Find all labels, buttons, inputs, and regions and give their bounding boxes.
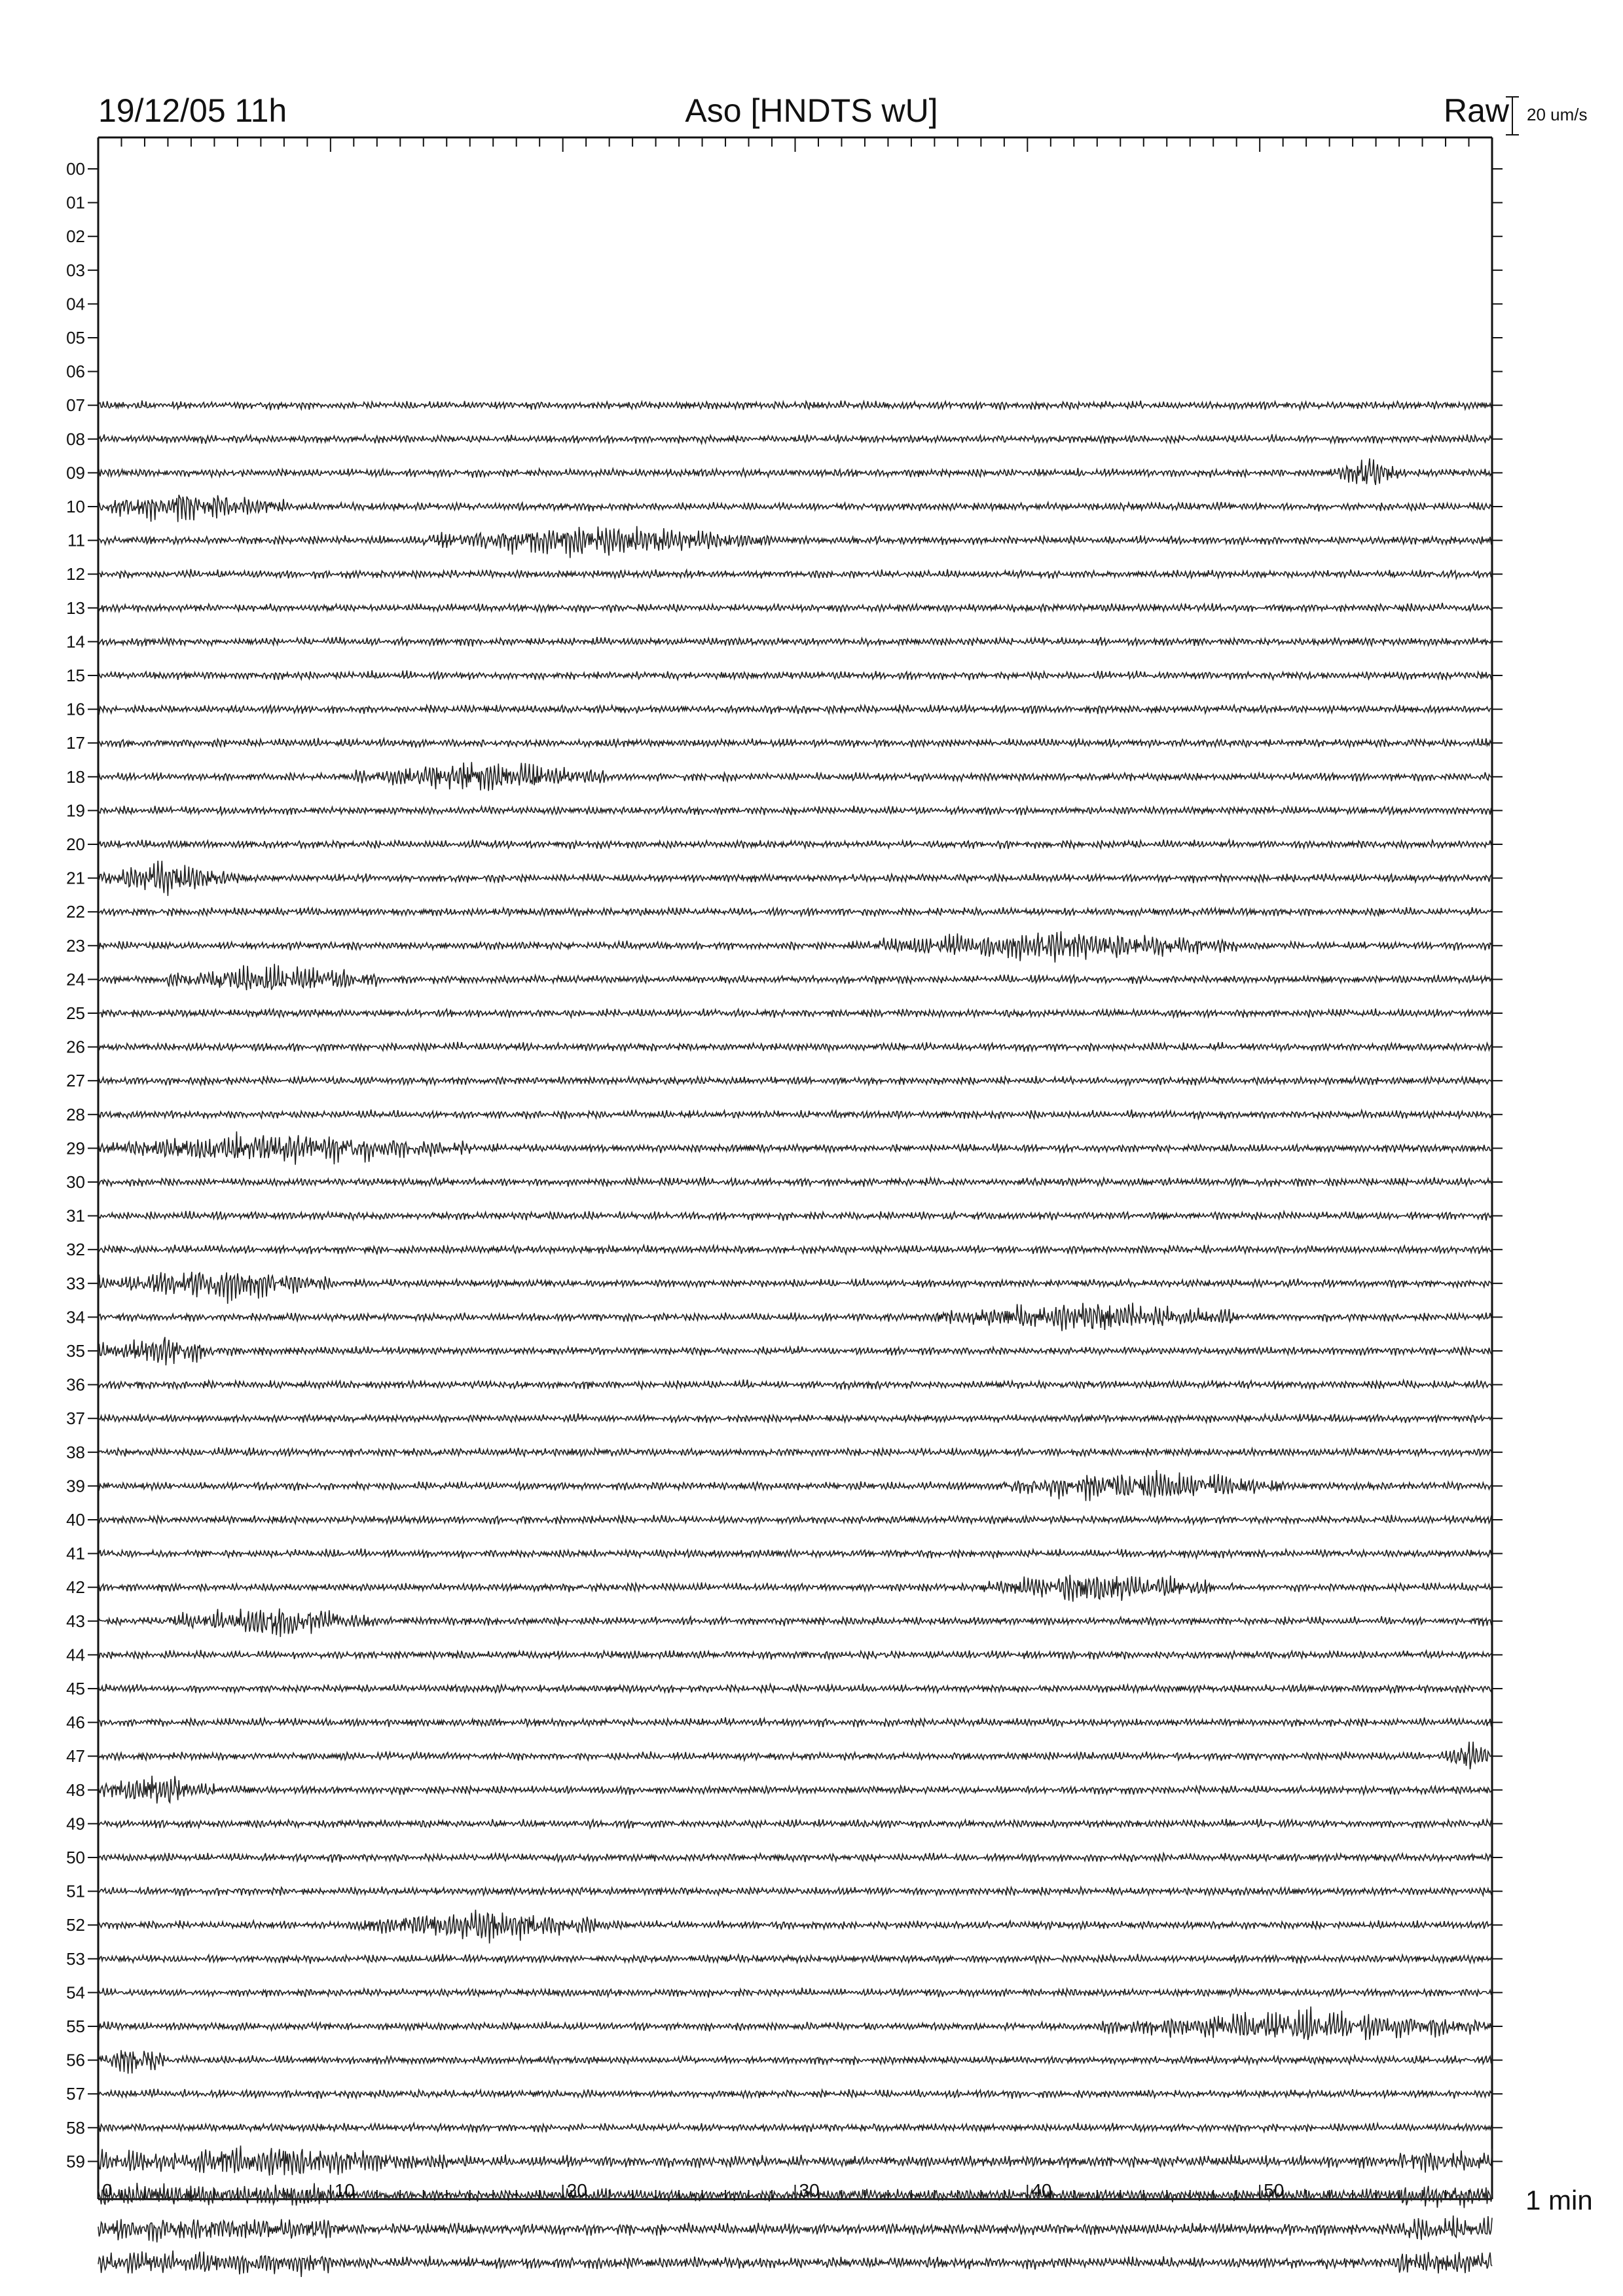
trace-row-25	[98, 1009, 1492, 1018]
row-label: 06	[66, 361, 85, 382]
row-label: 28	[66, 1104, 85, 1124]
trace-row-29	[98, 1132, 1492, 1165]
row-label: 23	[66, 935, 85, 956]
trace-row-22	[98, 907, 1492, 916]
x-tick-label: 40	[1031, 2180, 1052, 2200]
trace-row-14	[98, 637, 1492, 647]
trace-row-56	[98, 2050, 1492, 2073]
row-label: 41	[66, 1543, 85, 1564]
trace-row-43	[98, 1609, 1492, 1638]
trace-row-13	[98, 603, 1492, 613]
trace-row-42	[98, 1575, 1492, 1602]
row-label: 47	[66, 1746, 85, 1767]
row-label: 19	[66, 800, 85, 821]
trace-row-53	[98, 1954, 1492, 1964]
trace-row-33	[98, 1272, 1492, 1304]
row-label: 32	[66, 1240, 85, 1260]
row-label: 12	[66, 564, 85, 584]
axis-ticks	[88, 137, 1503, 2199]
trace-row-23	[98, 931, 1492, 963]
trace-row-08	[98, 435, 1492, 444]
row-label: 27	[66, 1071, 85, 1091]
row-label: 08	[66, 429, 85, 449]
amplitude-scale-label: 20 um/s	[1527, 105, 1588, 124]
trace-row-59	[98, 2145, 1492, 2176]
trace-row-19	[98, 806, 1492, 816]
x-tick-label: 10	[334, 2180, 355, 2200]
row-label: 18	[66, 766, 85, 787]
row-label: 21	[66, 868, 85, 888]
row-label: 02	[66, 226, 85, 247]
row-label: 51	[66, 1881, 85, 1901]
trace-row-20	[98, 840, 1492, 850]
row-label: 34	[66, 1307, 85, 1327]
trace-row-37	[98, 1414, 1492, 1424]
row-label: 16	[66, 699, 85, 719]
trace-row-52	[98, 1910, 1492, 1944]
row-label: 04	[66, 294, 85, 314]
row-label: 54	[66, 1982, 85, 2003]
row-label: 49	[66, 1814, 85, 1834]
trace-row-07	[98, 401, 1492, 410]
trace-row-41	[98, 1549, 1492, 1558]
row-label: 05	[66, 328, 85, 348]
row-label: 55	[66, 2017, 85, 2036]
trace-row-51	[98, 1886, 1492, 1896]
trace-row-45	[98, 1684, 1492, 1693]
row-label: 46	[66, 1712, 85, 1732]
trace-row-28	[98, 1109, 1492, 1119]
row-label: 57	[66, 2084, 85, 2104]
row-label: 37	[66, 1408, 85, 1429]
row-label: 33	[66, 1273, 85, 1293]
trace-row-44	[98, 1650, 1492, 1660]
row-label: 45	[66, 1679, 85, 1698]
row-label: 07	[66, 395, 85, 416]
trace-row-35	[98, 1337, 1492, 1365]
row-label: 29	[66, 1138, 85, 1158]
x-tick-label: 0	[102, 2180, 113, 2200]
row-label: 25	[66, 1003, 85, 1023]
row-label: 36	[66, 1374, 85, 1395]
row-label: 10	[66, 497, 85, 516]
trace-row-15	[98, 670, 1492, 680]
trace-row-36	[98, 1380, 1492, 1390]
trace-row-16	[98, 704, 1492, 714]
amplitude-scale-bar	[1506, 97, 1519, 135]
row-label: 50	[66, 1848, 85, 1867]
trace-row-48	[98, 1776, 1492, 1803]
row-label: 24	[66, 969, 85, 990]
row-label: 43	[66, 1611, 85, 1631]
trace-row-11	[98, 526, 1492, 558]
row-label: 11	[67, 530, 85, 550]
x-tick-label: 30	[799, 2180, 820, 2200]
row-label: 09	[66, 463, 85, 483]
row-label: 20	[66, 834, 85, 854]
trace-row-55	[98, 2007, 1492, 2040]
row-label: 00	[66, 159, 85, 179]
trace-row-57	[98, 2089, 1492, 2099]
row-label: 14	[66, 632, 85, 652]
trace-row-24	[98, 964, 1492, 990]
trace-row-12	[98, 569, 1492, 579]
row-label: 30	[66, 1172, 85, 1192]
trace-row-46	[98, 1717, 1492, 1727]
trace-row-58	[98, 2123, 1492, 2132]
seismic-traces	[98, 401, 1492, 2277]
trace-row-27	[98, 1076, 1492, 1085]
row-label: 48	[66, 1780, 85, 1800]
row-label: 52	[66, 1915, 85, 1935]
row-label: 35	[66, 1341, 85, 1361]
row-label: 53	[66, 1948, 85, 1969]
chart-date-hour: 19/12/05 11h	[98, 92, 287, 129]
row-label: 31	[66, 1206, 85, 1226]
trace-row-17	[98, 738, 1492, 748]
trace-row-10	[98, 495, 1492, 522]
chart-title: Aso [HNDTS wU]	[685, 92, 938, 129]
x-axis-unit-label: 1 min	[1525, 2185, 1593, 2215]
row-label: 40	[66, 1510, 85, 1530]
row-label: 58	[66, 2117, 85, 2138]
row-label: 22	[66, 902, 85, 922]
trace-row-extra-55	[98, 2251, 1492, 2277]
trace-row-47	[98, 1742, 1492, 1769]
trace-row-50	[98, 1853, 1492, 1863]
trace-row-extra-54	[98, 2215, 1492, 2242]
row-label: 15	[66, 666, 85, 685]
trace-row-30	[98, 1177, 1492, 1187]
trace-row-40	[98, 1515, 1492, 1525]
row-label: 17	[66, 733, 85, 753]
row-label: 39	[66, 1476, 85, 1496]
x-tick-label: 50	[1264, 2180, 1285, 2200]
row-label: 56	[66, 2050, 85, 2070]
trace-row-21	[98, 861, 1492, 896]
trace-row-31	[98, 1211, 1492, 1221]
row-label: 38	[66, 1442, 85, 1462]
row-label: 59	[66, 2151, 85, 2172]
row-label: 01	[66, 192, 85, 213]
chart-mode-label: Raw	[1443, 92, 1509, 129]
trace-row-39	[98, 1470, 1492, 1501]
trace-row-38	[98, 1447, 1492, 1457]
plot-frame	[98, 137, 1492, 2199]
trace-row-54	[98, 1988, 1492, 1998]
row-label: 44	[66, 1645, 85, 1665]
trace-row-34	[98, 1302, 1492, 1331]
trace-row-26	[98, 1042, 1492, 1052]
trace-row-18	[98, 762, 1492, 791]
trace-row-32	[98, 1245, 1492, 1255]
row-label: 26	[66, 1037, 85, 1057]
x-tick-label: 20	[566, 2180, 587, 2200]
trace-row-49	[98, 1819, 1492, 1829]
row-label: 13	[66, 598, 85, 618]
row-label: 42	[66, 1577, 85, 1598]
trace-row-09	[98, 458, 1492, 485]
row-label: 03	[66, 260, 85, 280]
